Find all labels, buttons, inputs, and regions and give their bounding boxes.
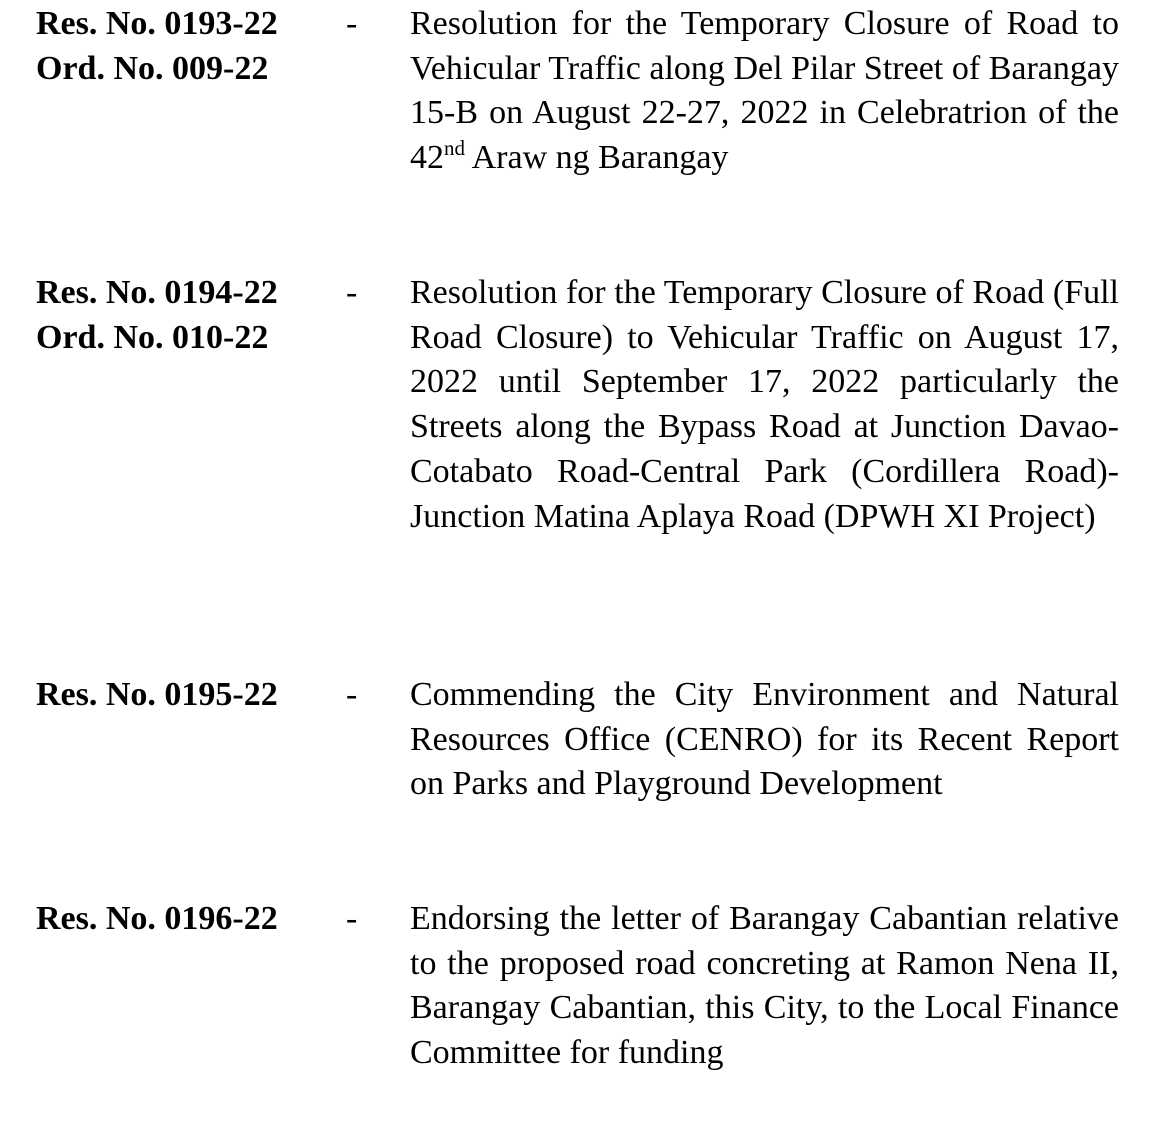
- resolution-number: Res. No. 0195-22: [36, 676, 278, 713]
- separator-dash: -: [346, 900, 358, 937]
- resolution-description: Endorsing the letter of Barangay Cabantian relative to the proposed road concreting at Ramon Nena II, Barangay Cabantian, this City, to the Local Finance Committee for funding: [410, 900, 1119, 1072]
- description-text: Resolution for the Temporary Closure of Road to Vehicular Traffic along Del Pilar Street of Barangay 15-B on August 22-27, 2022 in Celebratrion of the 42: [410, 5, 1119, 177]
- ordinance-number: Ord. No. 009-22: [36, 49, 269, 87]
- separator-dash: -: [346, 274, 358, 311]
- ordinance-number: Ord. No. 010-22: [36, 318, 269, 356]
- resolution-number: Res. No. 0196-22: [36, 900, 278, 937]
- resolution-description: Commending the City Environment and Natural Resources Office (CENRO) for its Recent Report on Parks and Playground Development: [410, 676, 1119, 803]
- entry-identifiers: [36, 2, 336, 91]
- separator-dash: -: [346, 676, 358, 713]
- resolution-number: Res. No. 0194-22: [36, 274, 278, 311]
- resolution-number: Res. No. 0193-22: [36, 5, 278, 42]
- description-text-continued: Araw ng Barangay: [465, 139, 729, 177]
- entry-identifiers: [36, 271, 336, 360]
- resolution-description: [410, 2, 1119, 181]
- entry-identifiers: [36, 897, 336, 942]
- ordinal-suffix: nd: [444, 136, 465, 161]
- entry-identifiers: [36, 673, 336, 718]
- resolution-description: Resolution for the Temporary Closure of Road (Full Road Closure) to Vehicular Traffic on August 17, 2022 until September 17, 2022 particularly the Streets along the Bypass Road at Junction Davao-Cotabato Road-Central Park (Cordillera Road)-Junction Matina Aplaya Road (DPWH XI Project): [410, 274, 1119, 535]
- separator-dash: -: [346, 5, 358, 42]
